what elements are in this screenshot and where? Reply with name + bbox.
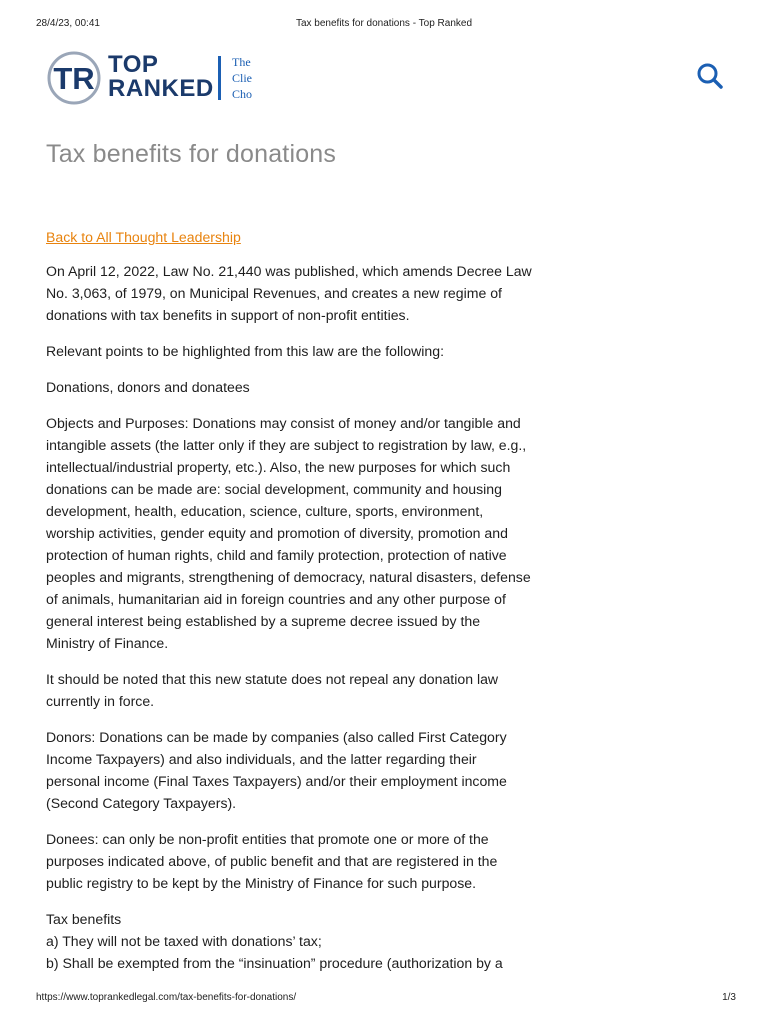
page-title: Tax benefits for donations xyxy=(46,140,337,168)
search-icon xyxy=(696,62,724,90)
tagline xyxy=(232,54,253,106)
print-datetime: 28/4/23, 00:41 xyxy=(36,18,100,29)
back-to-thought-leadership-link[interactable]: Back to All Thought Leadership xyxy=(46,229,241,245)
tagline-line: Clie xyxy=(232,71,252,85)
logo-divider xyxy=(218,56,221,100)
logo-line-top: TOP xyxy=(108,51,159,78)
article-body xyxy=(46,226,532,974)
print-doc-title: Tax benefits for donations - Top Ranked xyxy=(295,18,473,29)
page-url: https://www.toprankedlegal.com/tax-benefits-for-donations/ xyxy=(36,992,297,1003)
logo-line-ranked: RANKED xyxy=(108,75,214,102)
paragraph: Donees: can only be non-profit entities that promote one or more of the purposes indicated above, of public benefit and that are registered in the public registry to be kept by the Ministry of Finance for such purpose. xyxy=(46,831,498,891)
paragraph: Relevant points to be highlighted from this law are the following: xyxy=(46,343,444,359)
print-footer xyxy=(0,992,768,1006)
section-heading: Tax benefits xyxy=(46,911,122,927)
paragraph: Objects and Purposes: Donations may consist of money and/or tangible and intangible assets (the latter only if they are subject to registration by law, e.g., intellectual/industrial property, etc.). Also, the new purposes for which such donations can be made are: social development, community and housing development, health, education, science, culture, sports, environment, worship activities, gender equity and promotion of diversity, promotion and protection of human rights, child and family protection, protection of native peoples and migrants, strengthening of democracy, natural disasters, defense of animals, humanitarian aid in foreign countries and any other purpose of general interest being established by a supreme decree issued by the Ministry of Finance. xyxy=(46,415,531,651)
tagline-line: Cho xyxy=(232,87,253,101)
site-header xyxy=(46,50,726,108)
search-button[interactable] xyxy=(696,62,724,90)
section-heading: Donations, donors and donatees xyxy=(46,379,250,395)
paragraph: It should be noted that this new statute does not repeal any donation law currently in force. xyxy=(46,671,499,709)
logo-icon[interactable] xyxy=(46,50,102,106)
page-number: 1/3 xyxy=(722,992,736,1003)
list-item: a) They will not be taxed with donations’ tax; xyxy=(46,933,322,949)
tagline-line: The xyxy=(232,55,251,69)
logo-wordmark[interactable] xyxy=(108,53,214,101)
list-item: b) Shall be exempted from the “insinuation” procedure (authorization by a xyxy=(46,955,503,971)
paragraph: Donors: Donations can be made by companies (also called First Category Income Taxpayers) and also individuals, and the latter regarding their personal income (Final Taxes Taxpayers) and/or their employment income (Second Category Taxpayers). xyxy=(46,729,507,811)
print-header xyxy=(0,18,768,32)
paragraph: On April 12, 2022, Law No. 21,440 was published, which amends Decree Law No. 3,063, of 1979, on Municipal Revenues, and creates a new regime of donations with tax benefits in support of non-profit entities. xyxy=(46,263,532,323)
logo-monogram: TR xyxy=(53,61,95,96)
